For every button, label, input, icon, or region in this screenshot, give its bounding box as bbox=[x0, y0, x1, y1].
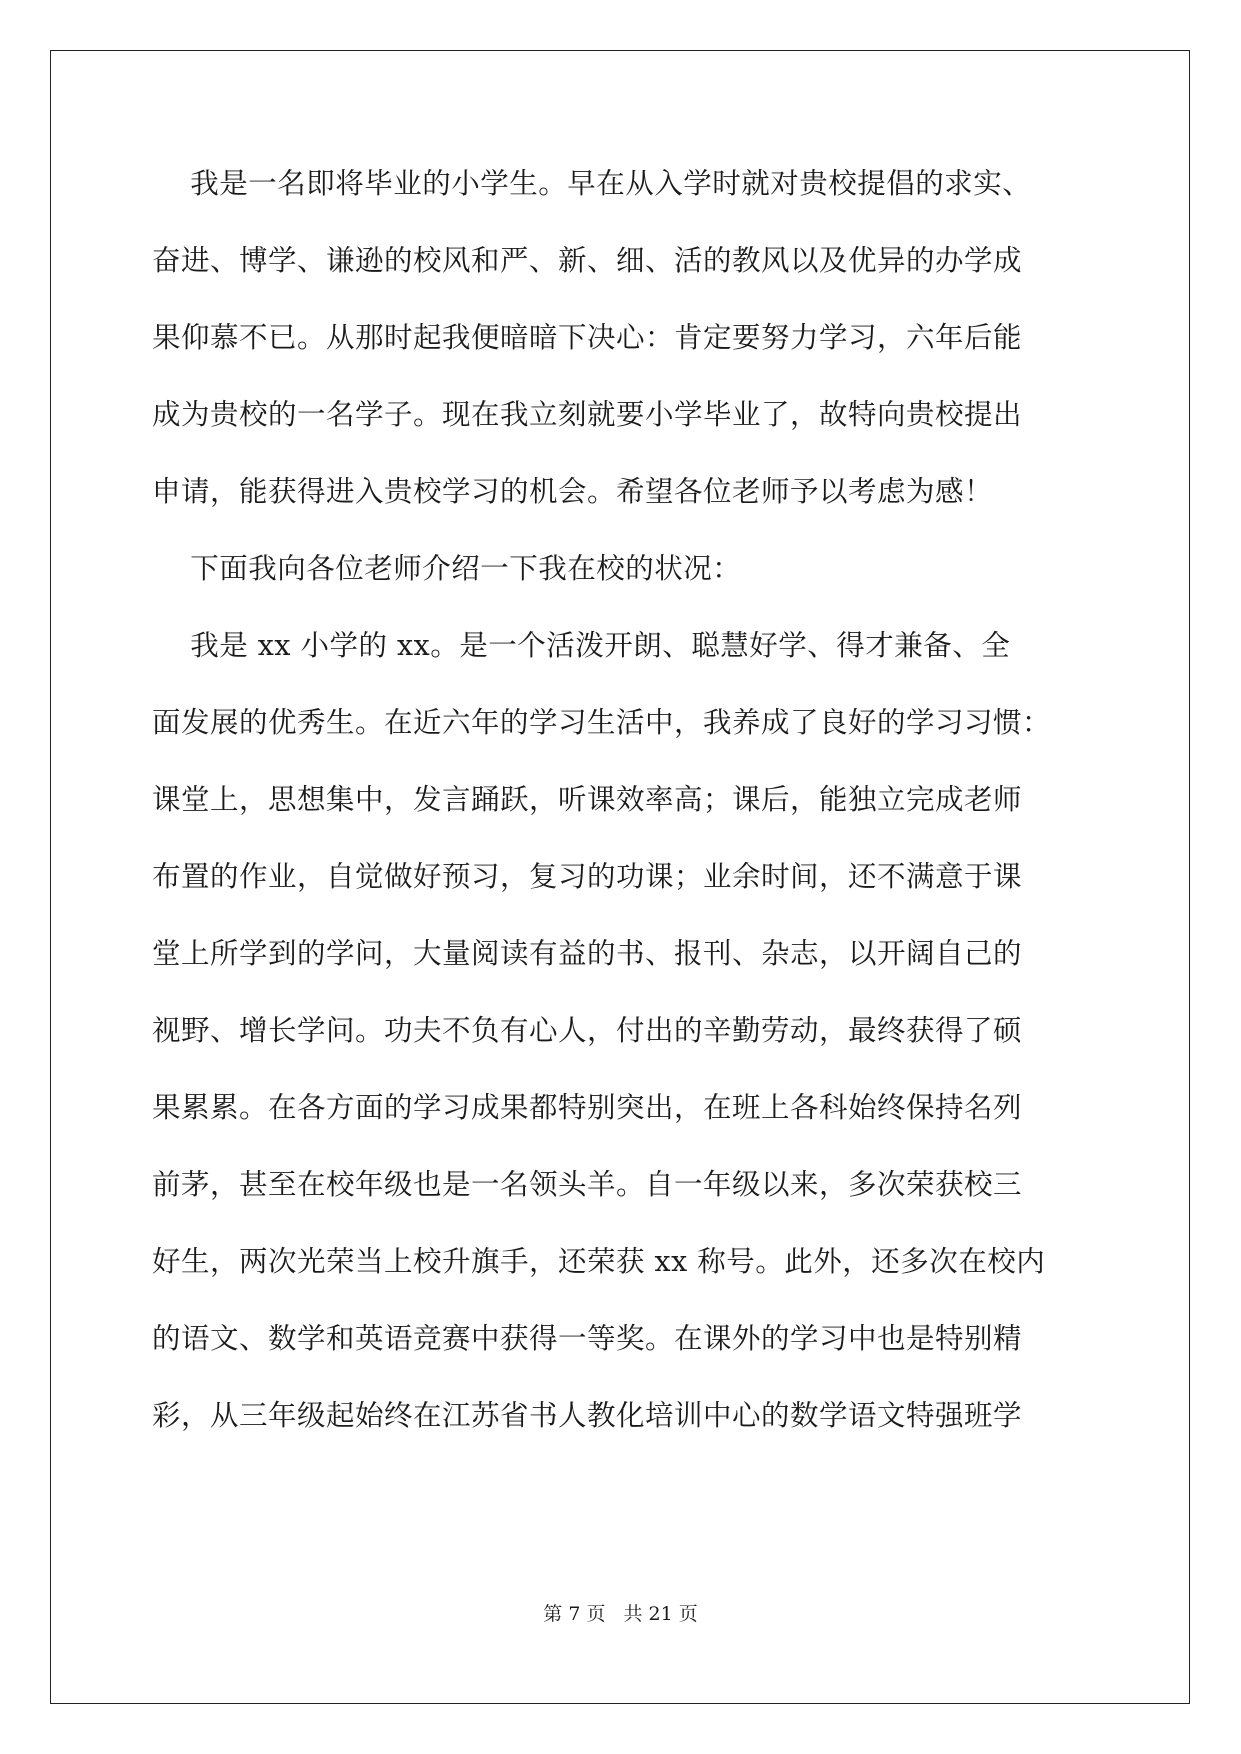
text-line: 我是 xx 小学的 xx。是一个活泼开朗、聪慧好学、得才兼备、全 bbox=[152, 629, 1011, 662]
text-line: 布置的作业，自觉做好预习，复习的功课；业余时间，还不满意于课 bbox=[152, 860, 1023, 893]
text-line: 我是一名即将毕业的小学生。早在从入学时就对贵校提倡的求实、 bbox=[152, 167, 1032, 200]
text-line: 果累累。在各方面的学习成果都特别突出，在班上各科始终保持名列 bbox=[152, 1091, 1023, 1124]
text-line: 奋进、博学、谦逊的校风和严、新、细、活的教风以及优异的办学成 bbox=[152, 244, 1023, 277]
text-line: 好生，两次光荣当上校升旗手，还荣获 xx 称号。此外，还多次在校内 bbox=[152, 1245, 1046, 1278]
text-line: 堂上所学到的学问，大量阅读有益的书、报刊、杂志，以开阔自己的 bbox=[152, 937, 1023, 970]
text-line: 下面我向各位老师介绍一下我在校的状况： bbox=[152, 552, 742, 585]
document-body bbox=[152, 145, 1092, 1454]
text-line: 果仰慕不已。从那时起我便暗暗下决心：肯定要努力学习，六年后能 bbox=[152, 321, 1023, 354]
page-footer bbox=[0, 1600, 1241, 1628]
text-line: 课堂上，思想集中，发言踊跃，听课效率高；课后，能独立完成老师 bbox=[152, 783, 1023, 816]
text-line: 前茅，甚至在校年级也是一名领头羊。自一年级以来，多次荣获校三 bbox=[152, 1168, 1023, 1201]
text-line: 彩，从三年级起始终在江苏省书人教化培训中心的数学语文特强班学 bbox=[152, 1399, 1023, 1432]
page-number: 第 7 页 bbox=[543, 1603, 606, 1625]
text-line: 成为贵校的一名学子。现在我立刻就要小学毕业了，故特向贵校提出 bbox=[152, 398, 1023, 431]
text-line: 申请，能获得进入贵校学习的机会。希望各位老师予以考虑为感！ bbox=[152, 475, 994, 508]
page-total: 共 21 页 bbox=[623, 1603, 698, 1625]
text-line: 的语文、数学和英语竞赛中获得一等奖。在课外的学习中也是特别精 bbox=[152, 1322, 1023, 1355]
text-line: 视野、增长学问。功夫不负有心人，付出的辛勤劳动，最终获得了硕 bbox=[152, 1014, 1023, 1047]
text-line: 面发展的优秀生。在近六年的学习生活中，我养成了良好的学习习惯： bbox=[152, 706, 1052, 739]
